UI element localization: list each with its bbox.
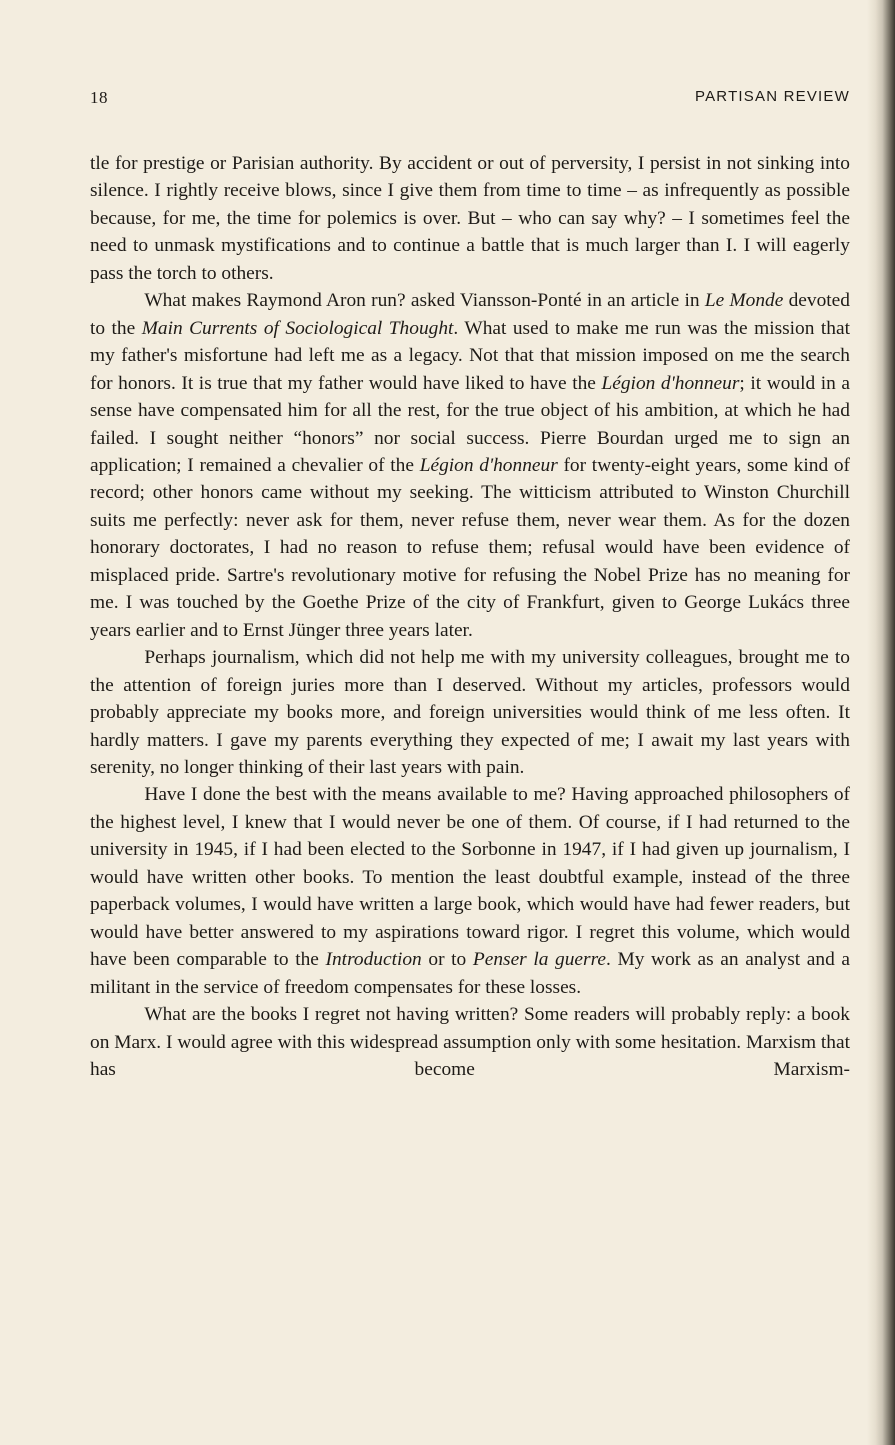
journal-title: PARTISAN REVIEW [695,88,850,105]
text-run: devoted to the [90,290,850,339]
text-run: . What used to make me run was the mission that my father's misfortune had left me as a legacy. Not that that mission imposed on me the search for honors. It is true that my father would have liked to have the [90,317,850,394]
text-run: or to [421,949,473,971]
text-run: ; it would in a sense have compensated him for all the rest, for the true object of his ambition, at which he had failed. I sought neither “honors” nor social success. Pierre Bourdan urged me to sign an application; I remained a chevalier of the [90,372,851,476]
text-run: Perhaps journalism, which did not help me with my university colleagues, brought me to the attention of foreign juries more than I deserved. Without my articles, professors would probably appreciate my books more, and foreign universities would think of me less often. It hardly matters. I gave my parents everything they expected of me; I await my last years with serenity, no longer thinking of their last years with pain. [90,647,850,778]
page-binding-shadow [867,0,895,1445]
italic-title: Légion d'honneur [601,372,740,394]
italic-title: Introduction [325,949,422,971]
text-run: What makes Raymond Aron run? asked Viansson-Ponté in an article in [144,290,705,312]
text-run: . My work as an analyst and a militant in the service of freedom compensates for these losses. [90,949,850,998]
paragraph [90,287,850,644]
text-run: Have I done the best with the means available to me? Having approached philosophers of the highest level, I knew that I would never be one of them. Of course, if I had returned to the university in 1945, if I had been elected to the Sorbonne in 1947, if I had given up journalism, I would have written other books. To mention the least doubtful example, instead of the three paperback volumes, I would have written a large book, which would have had fewer readers, but would have better answered to my aspirations toward rigor. I regret this volume, which would have been comparable to the [90,784,850,971]
text-run: tle for prestige or Parisian authority. By accident or out of perversity, I persist in not sinking into silence. I rightly receive blows, since I give them from time to time – as infrequently as possible because, for me, the time for polemics is over. But – who can say why? – I sometimes feel the need to unmask mystifications and to continue a battle that is much larger than I. I will eagerly pass the torch to others. [90,153,850,284]
text-run: What are the books I regret not having written? Some readers will probably reply: a book on Marx. I would agree with this widespread assumption only with some hesitation. Marxism that has become Marxism- [90,1004,850,1080]
paragraph [90,781,850,1001]
paragraph [90,150,850,287]
text-run: for twenty-eight years, some kind of record; other honors came without my seeking. The witticism attributed to Winston Churchill suits me perfectly: never ask for them, never refuse them, never wear them. As for the dozen honorary doctorates, I had no reason to refuse them; refusal would have been evidence of misplaced pride. Sartre's revolutionary motive for refusing the Nobel Prize has no meaning for me. I was touched by the Goethe Prize of the city of Frankfurt, given to George Lukács three years earlier and to Ernst Jünger three years later. [90,454,851,641]
italic-title: Main Currents of Sociological Thought [141,317,454,339]
italic-title: Penser la guerre [472,949,607,971]
body-text [90,150,850,1083]
italic-title: Légion d'honneur [419,454,558,476]
running-head [90,88,850,110]
italic-title: Le Monde [704,290,784,312]
paragraph [90,644,850,781]
page-number: 18 [90,88,108,107]
paragraph [90,1001,850,1083]
